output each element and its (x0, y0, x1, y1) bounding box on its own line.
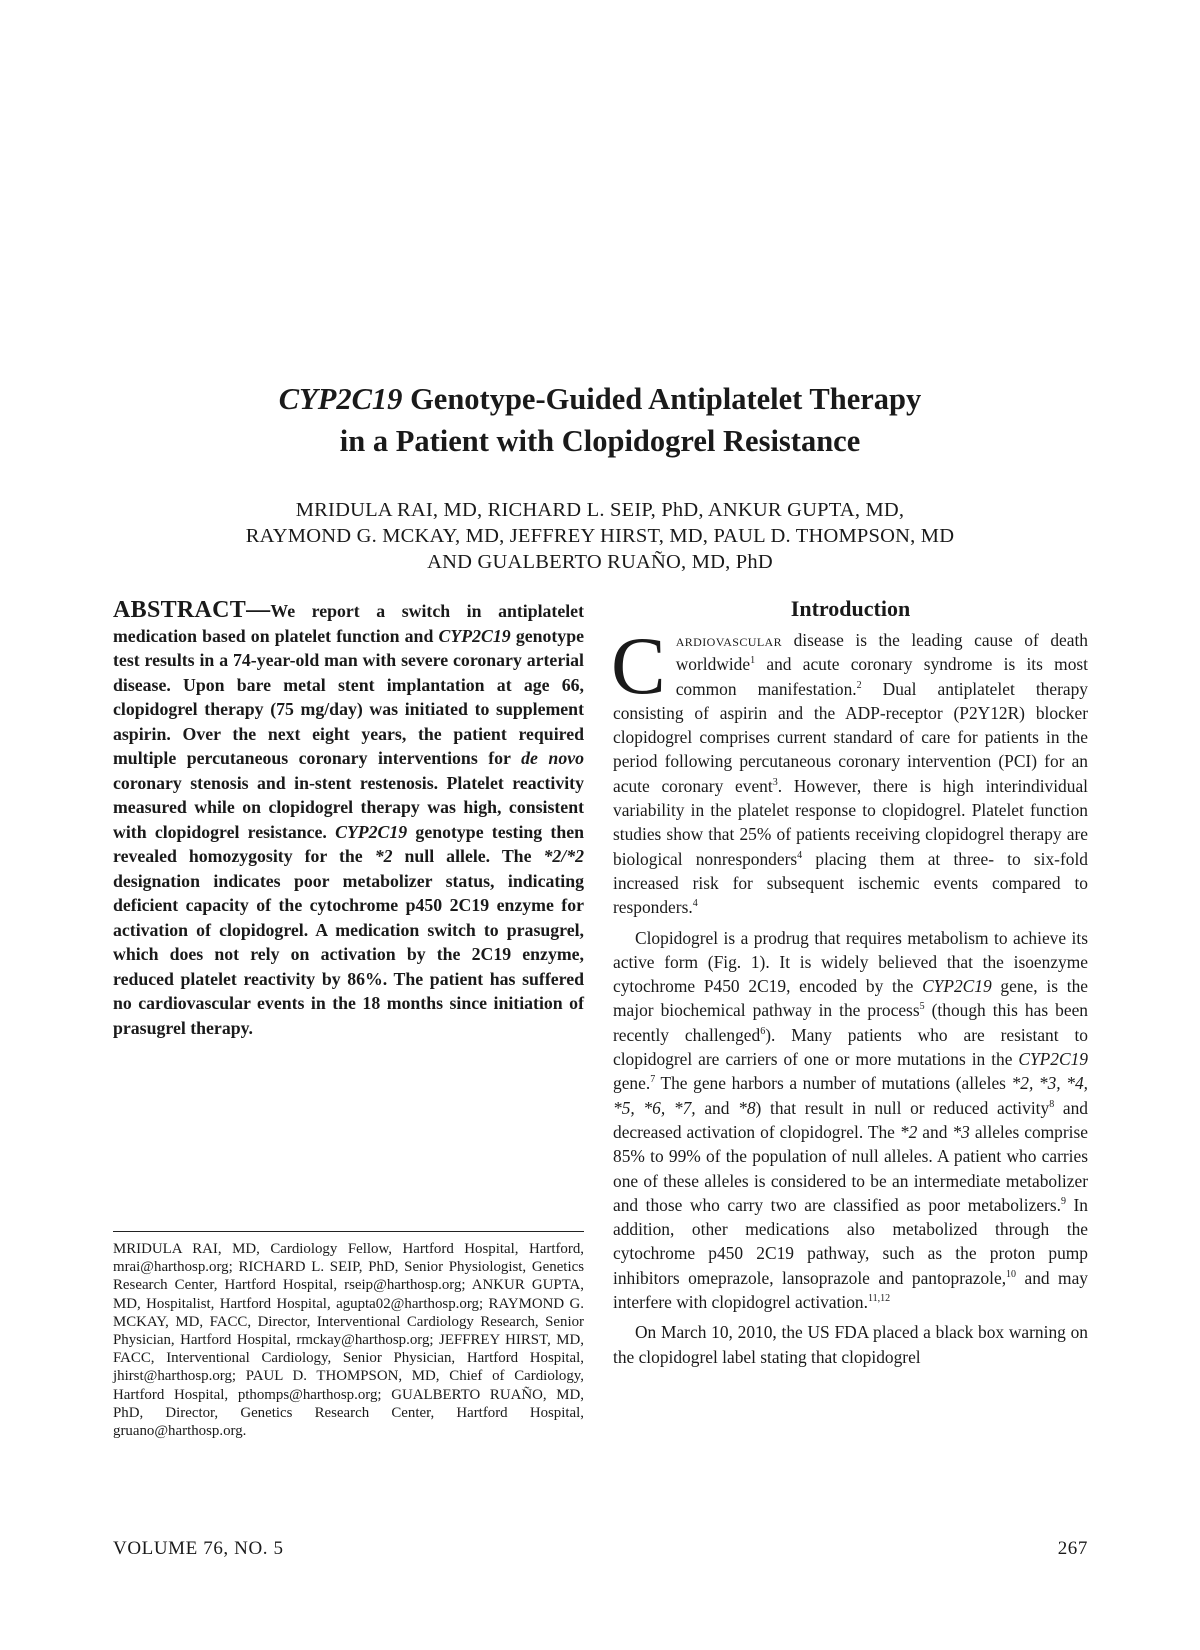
citation: 2 (856, 679, 862, 691)
citation: 6 (760, 1025, 766, 1037)
intro-paragraph-1: Cardiovascular disease is the leading cause of death worldwide$^1$ and acute coronary syndrome is its most common manifestation.$^2$ Dual antiplatelet therapy consisting of aspirin and the ADP-receptor (P2Y12R) blocker clopidogrel comprises current standard of care for patients in the period following percutaneous coronary intervention (PCI) for an acute coronary event$^3$. However, there is high interindividual variability in the platelet response to clopidogrel. Platelet function studies show that 25% of patients receiving clopidogrel therapy are biological nonresponders$^4$ placing them at three- to six-fold increased risk for subsequent ischemic events compared to responders.$^4$ (611, 620, 1088, 918)
citation: 5 (919, 1001, 925, 1013)
title-gene-name: CYP2C19 (278, 382, 403, 416)
citation: 4 (797, 849, 803, 861)
citation: 7 (650, 1074, 656, 1086)
citation: 9 (1060, 1196, 1066, 1208)
author-affiliations: MRIDULA RAI, MD, Cardiology Fellow, Hartford Hospital, Hartford, mrai@harthosp.org; RICHARD L. SEIP, PhD, Senior Physiologist, Genetics Research Center, Hartford Hospital, rseip@harthosp.org; ANKUR GUPTA, MD, Hospitalist, Hartford Hospital, agupta02@harthosp.org; RAYMOND G. MCKAY, MD, FACC, Director, Interventional Cardiology Research, Senior Physician, Hartford Hospital, rmckay@harthosp.org; JEFFREY HIRST, MD, FACC, Interventional Cardiology, Senior Physician, Hartford Hospital, jhirst@harthosp.org; PAUL D. THOMPSON, MD, Chief of Cardiology, Hartford Hospital, pthomps@harthosp.org; GUALBERTO RUAÑO, MD, PhD, Director, Genetics Research Center, Hartford Hospital, gruano@harthosp.org. (113, 1241, 584, 1440)
citation: 3 (772, 776, 778, 788)
author-line-2: RAYMOND G. MCKAY, MD, JEFFREY HIRST, MD, PAUL D. THOMPSON, MD (245, 525, 955, 547)
article-title (120, 378, 1080, 462)
citation: 11,12 (867, 1293, 891, 1305)
journal-volume: VOLUME 76, NO. 5 (113, 1538, 284, 1559)
intro-paragraph-2: Clopidogrel is a prodrug that requires metabolism to achieve its active form (Fig. 1). It is widely believed that the isoenzyme cytochrome P450 2C19, encoded by the CYP2C19 gene, is the major biochemical pathway in the process$^5$ (though this has been recently challenged$^6$). Many patients who are resistant to clopidogrel are carriers of one or more mutations in the CYP2C19 gene.$^7$ The gene harbors a number of mutations (alleles *2, *3, *4, *5, *6, *7, and *8) that result in null or reduced activity$^8$ and decreased activation of clopidogrel. The *2 and *3 alleles comprise 85% to 99% of the population of null alleles. A patient who carries one of these alleles is considered to be an intermediate metabolizer and those who carry two are classified as poor metabolizers.$^9$ In addition, other medications also metabolized through the cytochrome p450 2C19 pathway, such as the proton pump inhibitors omeprazole, lansoprazole and pantoprazole,$^{10}$ and may interfere with clopidogrel activation.$^{11,12}$ (613, 927, 1088, 1313)
section-heading-introduction: Introduction (790, 596, 911, 621)
author-line-1: MRIDULA RAI, MD, RICHARD L. SEIP, PhD, ANKUR GUPTA, MD, (295, 499, 905, 521)
footnote-divider (113, 1231, 584, 1232)
abstract: ABSTRACT—We report a switch in antiplatelet medication based on platelet function and CYP2C19 genotype test results in a 74-year-old man with severe coronary arterial disease. Upon bare metal stent implantation at age 66, clopidogrel therapy (75 mg/day) was initiated to supplement aspirin. Over the next eight years, the patient required multiple percutaneous coronary interventions for de novo coronary stenosis and in-stent restenosis. Platelet reactivity measured while on clopidogrel therapy was high, consistent with clopidogrel resistance. CYP2C19 genotype testing then revealed homozygosity for the *2 null allele. The *2/*2 designation indicates poor metabolizer status, indicating deficient capacity of the cytochrome p450 2C19 enzyme for activation of clopidogrel. A medication switch to prasugrel, which does not rely on activation by the 2C19 enzyme, reduced platelet reactivity by 86%. The patient has suffered no cardiovascular events in the 18 months since initiation of prasugrel therapy. (113, 597, 584, 1038)
intro-paragraph-3: On March 10, 2010, the US FDA placed a black box warning on the clopidogrel label stating that clopidogrel (613, 1322, 1088, 1367)
title-line-1: CYP2C19 Genotype-Guided Antiplatelet Therapy (278, 382, 922, 416)
abstract-label: ABSTRACT— (113, 597, 271, 623)
right-column (613, 594, 1088, 1369)
citation: 10 (1006, 1268, 1017, 1280)
drop-cap: C (611, 620, 666, 711)
author-list (120, 497, 1080, 575)
citation: 8 (1049, 1098, 1055, 1110)
citation: 1 (750, 655, 756, 667)
citation: 4 (692, 898, 698, 910)
title-line-2: in a Patient with Clopidogrel Resistance (339, 424, 861, 458)
page-number: 267 (1057, 1538, 1088, 1559)
author-line-3: AND GUALBERTO RUAÑO, MD, PhD (427, 551, 773, 573)
